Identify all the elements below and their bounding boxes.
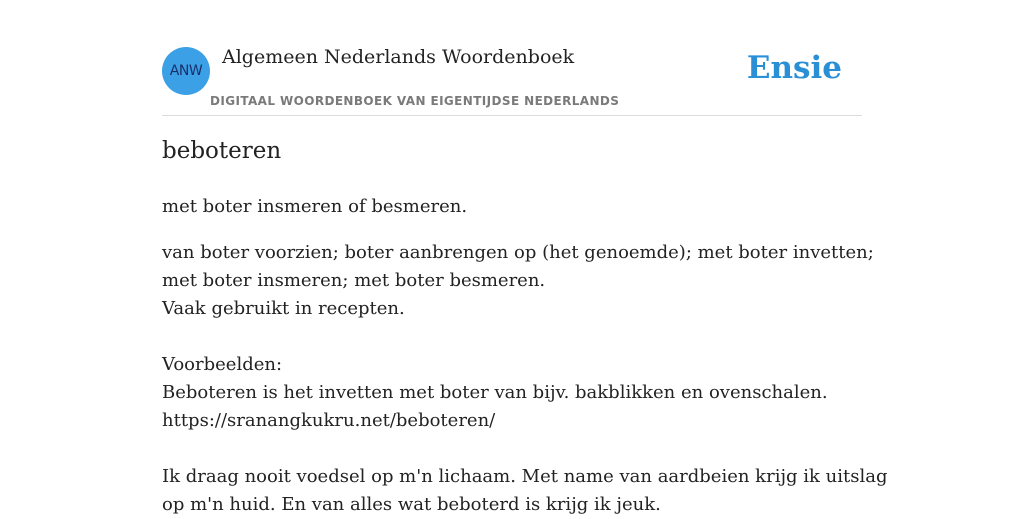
spacer <box>162 323 862 351</box>
spacer <box>162 435 862 463</box>
anw-logo[interactable]: ANW <box>162 47 210 95</box>
site-subtitle: DIGITAAL WOORDENBOEK VAN EIGENTIJDSE NEDERLANDS <box>210 94 620 108</box>
site-header <box>162 0 862 116</box>
short-definition: met boter insmeren of besmeren. <box>162 196 468 217</box>
example-source-link[interactable]: https://sranangkukru.net/beboteren/ <box>162 410 496 431</box>
definition-line: van boter voorzien; boter aanbrengen op (het genoemde); met boter invetten; <box>162 242 874 263</box>
ensie-brand-link[interactable]: Ensie <box>746 50 842 86</box>
example-line: Beboteren is het invetten met boter van bijv. bakblikken en ovenschalen. <box>162 382 828 403</box>
long-definition <box>162 239 888 519</box>
examples-label: Voorbeelden: <box>162 354 283 375</box>
definition-line: met boter insmeren; met boter besmeren. <box>162 270 546 291</box>
site-title[interactable]: Algemeen Nederlands Woordenboek <box>222 46 575 68</box>
example-line: Ik draag nooit voedsel op m'n lichaam. Met name van aardbeien krijg ik uitslag <box>162 466 888 487</box>
page-container <box>162 0 888 515</box>
example-line: op m'n huid. En van alles wat beboterd is krijg ik jeuk. <box>162 494 661 515</box>
definition-line: Vaak gebruikt in recepten. <box>162 298 405 319</box>
entry-word: beboteren <box>162 138 282 164</box>
